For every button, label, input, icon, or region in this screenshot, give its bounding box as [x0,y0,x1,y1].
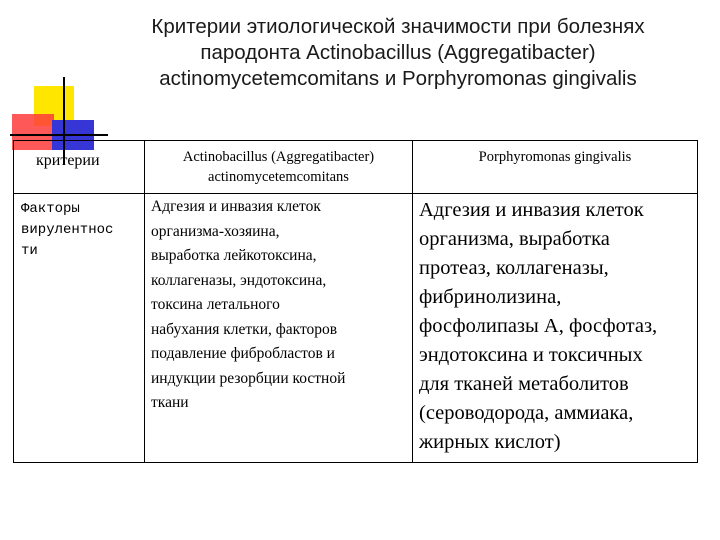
table-row [14,194,698,463]
cell-aggregatibacter-factors: Адгезия и инвазия клеток организма-хозяина, выработка лейкотоксина, коллагеназы, эндотоксина, токсина летального набухания клетки, факторов подавление фибробластов и индукции резорбции костной ткани [145,194,413,463]
cell-criterion: Факторы вирулентнос ти [14,194,145,463]
header-aggregatibacter: Actinobacillus (Aggregatibacter) actinomycetemcomitans [145,141,413,194]
criteria-table [13,140,698,463]
decorative-horizontal-line [10,134,108,136]
title-line-1: Критерии этиологической значимости при болезнях [151,15,645,38]
title-line-3: actinomycetemcomitans и Porphyromonas gingivalis [159,67,637,90]
title-line-2: пародонта Actinobacillus (Aggregatibacter) [200,41,596,64]
header-porphyromonas: Porphyromonas gingivalis [413,141,698,194]
table-header-row [14,141,698,194]
cell-porphyromonas-factors: Адгезия и инвазия клеток организма, выработка протеаз, коллагеназы, фибринолизина, фосфолипазы А, фосфотаз, эндотоксина и токсичных для тканей метаболитов (сероводорода, аммиака, жирных кислот) [413,194,698,463]
slide-title [118,14,678,92]
header-criteria: критерии [14,141,145,194]
